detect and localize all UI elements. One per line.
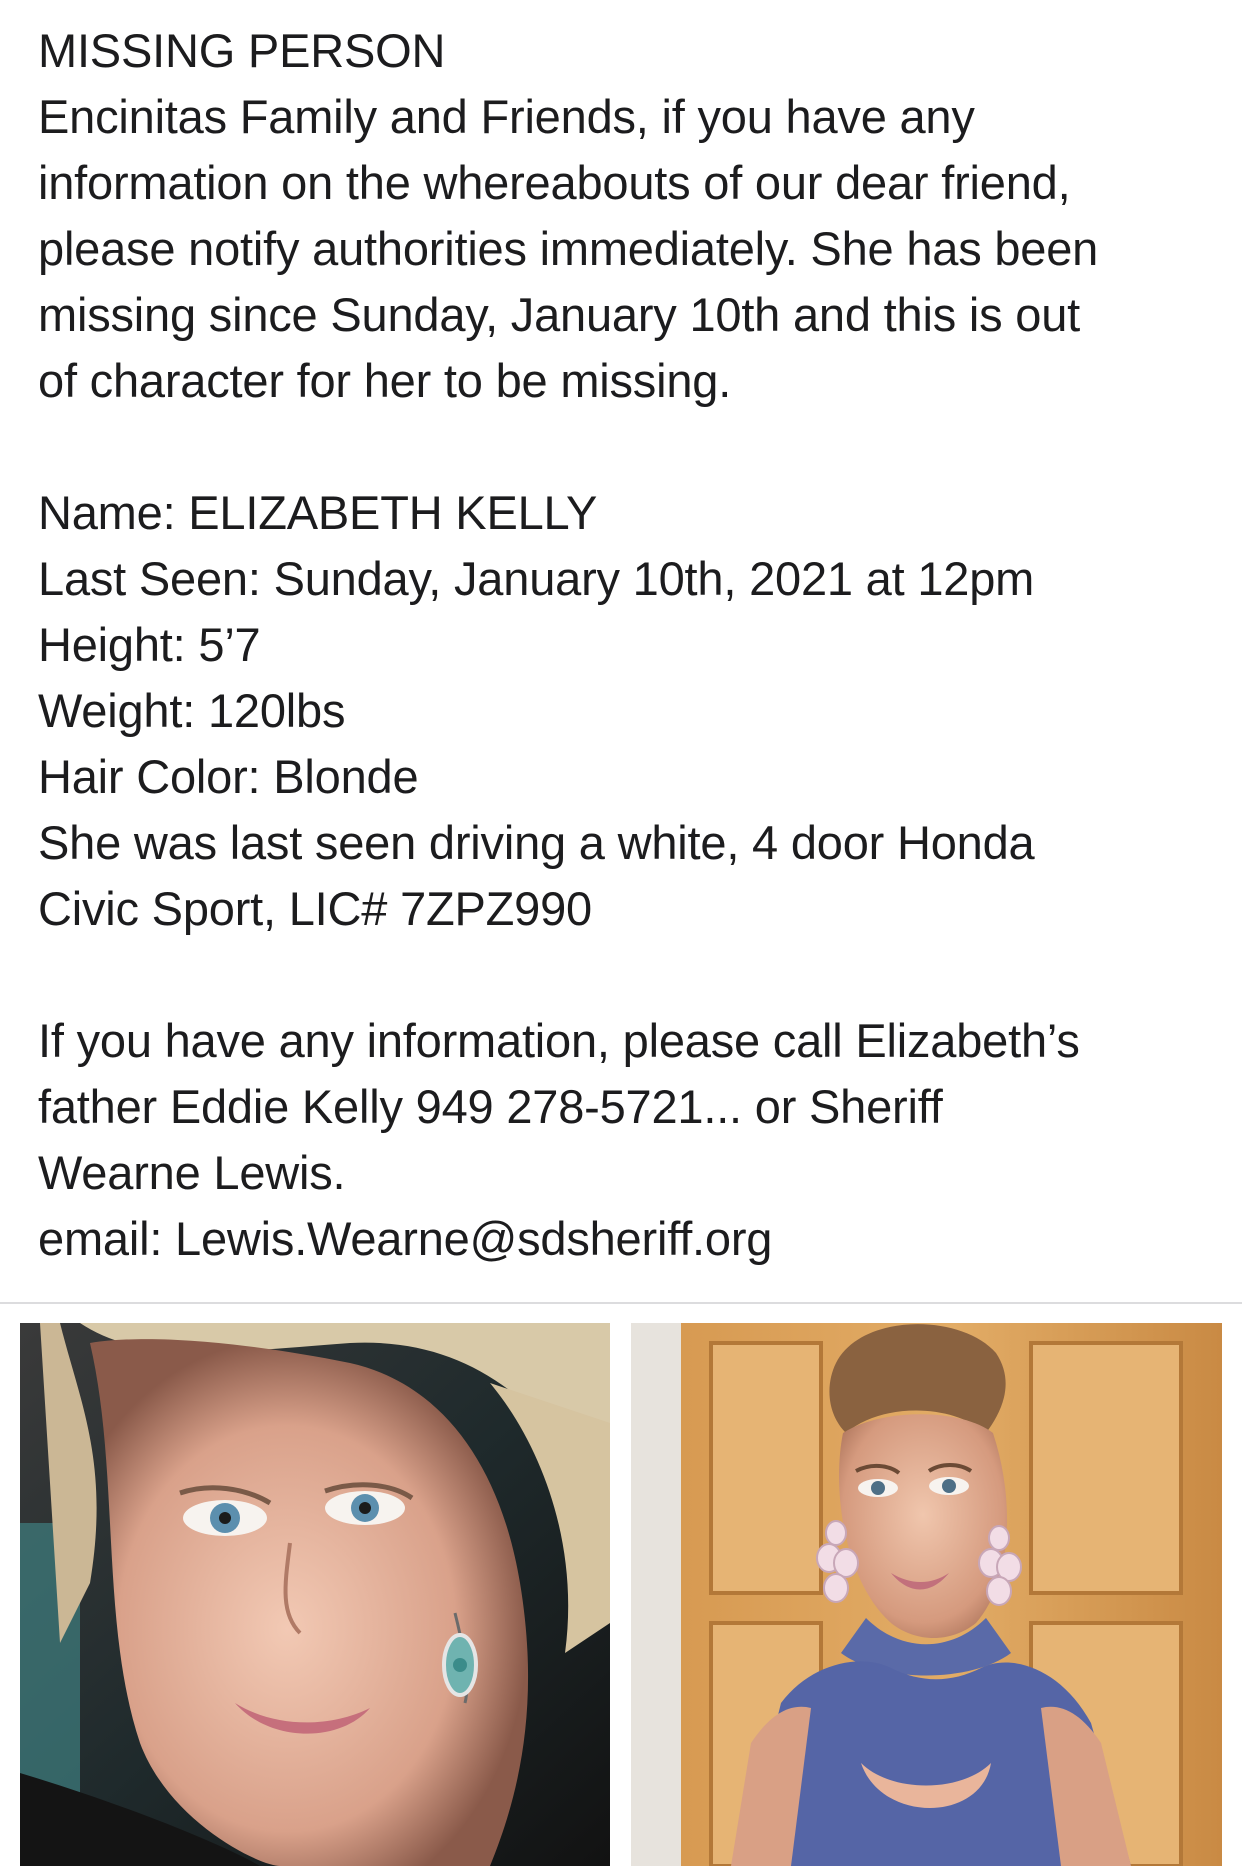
detail-vehicle: She was last seen driving a white, 4 door Honda [38, 816, 1035, 869]
detail-weight: Weight: 120lbs [38, 684, 346, 737]
contact-line: If you have any information, please call Elizabeth’s [38, 1014, 1080, 1067]
intro-line: please notify authorities immediately. She has been [38, 222, 1099, 275]
intro-line: information on the whereabouts of our dear friend, [38, 156, 1071, 209]
intro-line: missing since Sunday, January 10th and this is out [38, 288, 1080, 341]
divider [0, 1302, 1242, 1304]
contact-line: father Eddie Kelly 949 278-5721... or Sheriff [38, 1080, 943, 1133]
photo-right[interactable] [631, 1323, 1222, 1866]
spacer [38, 942, 1218, 1008]
post-title: MISSING PERSON [38, 24, 446, 77]
portrait-photo-icon [631, 1323, 1222, 1866]
portrait-photo-icon [20, 1323, 610, 1866]
spacer [38, 414, 1218, 480]
detail-vehicle: Civic Sport, LIC# 7ZPZ990 [38, 882, 592, 935]
intro-line: of character for her to be missing. [38, 354, 732, 407]
detail-hair-color: Hair Color: Blonde [38, 750, 419, 803]
intro-line: Encinitas Family and Friends, if you have any [38, 90, 975, 143]
contact-line: Wearne Lewis. [38, 1146, 346, 1199]
post-body [38, 18, 1218, 1272]
contact-email[interactable]: email: Lewis.Wearne@sdsheriff.org [38, 1212, 773, 1265]
detail-name: Name: ELIZABETH KELLY [38, 486, 598, 539]
detail-last-seen: Last Seen: Sunday, January 10th, 2021 at 12pm [38, 552, 1035, 605]
photo-left[interactable] [20, 1323, 610, 1866]
detail-height: Height: 5’7 [38, 618, 261, 671]
